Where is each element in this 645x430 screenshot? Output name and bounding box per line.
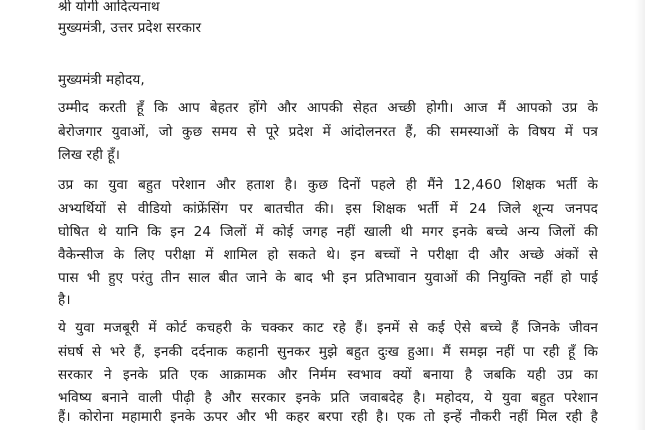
paragraph-3-line-4: भविष्य बनाने वाली पीढ़ी है और सरकार इनके प्रति जवाबदेह है। महोदय, ये युवा बहुत परेशान: [58, 390, 598, 406]
paragraph-3-line-3: सरकार ने इनके प्रति एक आक्रामक और निर्मम स्वभाव क्यों बनाया है जबकि यही उप्र का: [58, 367, 598, 383]
paragraph-2-line-1: उप्र का युवा बहुत परेशान और हताश है। कुछ दिनों पहले ही मैंने 12,460 शिक्षक भर्ती के: [58, 177, 598, 193]
paragraph-2-line-4: वैकेन्सीज के लिए परीक्षा में शामिल हो सकते थे। इन बच्चों ने परीक्षा दी और अच्छे अंकों से: [58, 247, 598, 263]
paragraph-2-line-6: है।: [58, 292, 71, 308]
paragraph-2-line-3: घोषित थे यानि कि इन 24 जिलों में कोई जगह नहीं खाली थी मगर इनके बच्चे अन्य जिलों की: [58, 224, 598, 240]
paragraph-3-line-5: हैं। कोरोना महामारी इनके ऊपर और भी कहर बरपा रही है। एक तो इन्हें नौकरी नहीं मिल रही है: [58, 409, 598, 425]
paragraph-3-line-2: संघर्ष से भरे हैं, इनकी दर्दनाक कहानी सुनकर मुझे बहुत दुःख हुआ। मैं समझ नहीं पा रही हूँ कि: [58, 344, 598, 360]
salutation: मुख्यमंत्री महोदय,: [58, 72, 145, 88]
paragraph-2-line-5: पास भी हुए परंतु तीन साल बीत जाने के बाद भी इन प्रतिभावान युवाओं की नियुक्ति नहीं हो पाई: [58, 270, 598, 286]
paragraph-1-line-2: बेरोजगार युवाओं, जो कुछ समय से पूरे प्रदेश में आंदोलनरत हैं, की समस्याओं के विषय में पत्र: [58, 124, 598, 140]
recipient-name: श्री योगी आदित्यनाथ: [58, 0, 160, 15]
page-edge-shadow: [635, 0, 645, 430]
recipient-title: मुख्यमंत्री, उत्तर प्रदेश सरकार: [58, 20, 202, 36]
paragraph-2-line-2: अभ्यर्थियों से वीडियो कांफ्रेंसिंग पर बातचीत की। इस शिक्षक भर्ती में 24 जिले शून्य जनपद: [58, 201, 598, 217]
paragraph-1-line-3: लिख रही हूँ।: [58, 147, 120, 163]
paragraph-3-line-1: ये युवा मजबूरी में कोर्ट कचहरी के चक्कर काट रहे हैं। इनमें से कई ऐसे बच्चे हैं जिनके जीवन: [58, 320, 598, 336]
paragraph-1-line-1: उम्मीद करती हूँ कि आप बेहतर होंगे और आपकी सेहत अच्छी होगी। आज मैं आपको उप्र के: [58, 100, 598, 116]
